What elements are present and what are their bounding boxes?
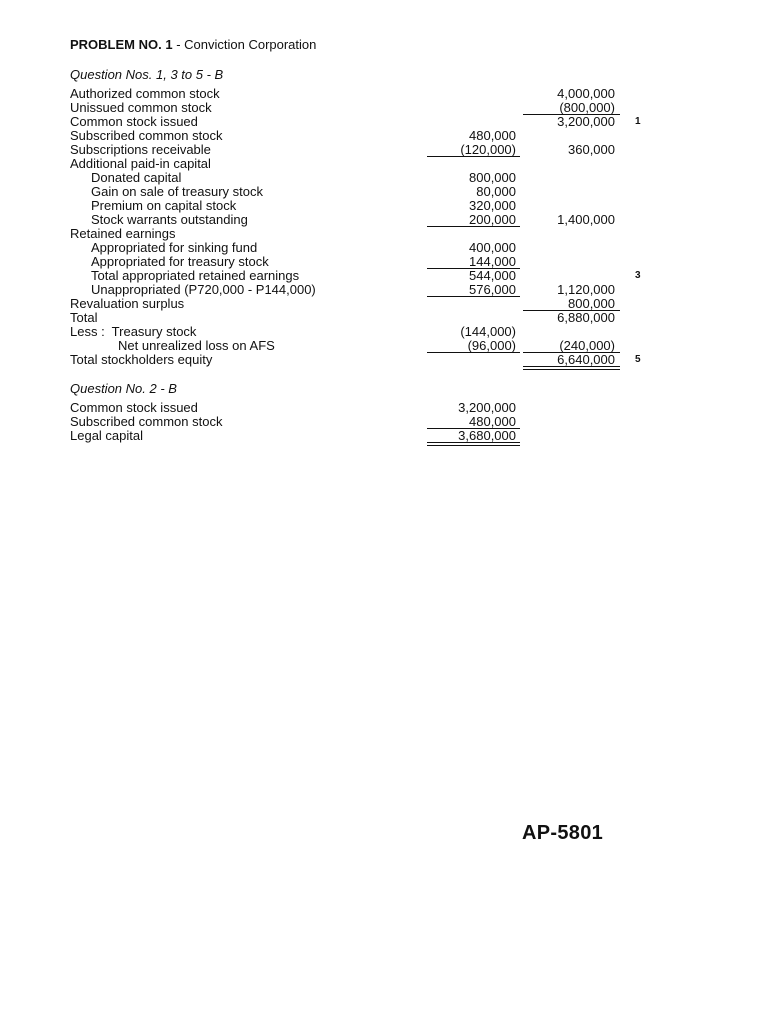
row-label: Subscribed common stock — [70, 414, 223, 429]
underline-rule — [427, 296, 520, 297]
row-label: Common stock issued — [70, 400, 198, 415]
table-row — [0, 143, 768, 157]
table-row — [0, 429, 768, 443]
row-label: Appropriated for treasury stock — [91, 254, 269, 269]
table-row — [0, 401, 768, 415]
row-label: Total — [70, 310, 98, 325]
table-row — [0, 213, 768, 227]
col2-value: 800,000 — [568, 296, 615, 311]
row-label: Less : Treasury stock — [70, 324, 197, 339]
row-label: Revaluation surplus — [70, 296, 185, 311]
underline-rule — [523, 352, 620, 353]
col1-value: (144,000) — [460, 324, 516, 339]
row-label: Subscribed common stock — [70, 128, 223, 143]
row-label: Total stockholders equity — [70, 352, 213, 367]
underline-rule — [523, 310, 620, 311]
table-row — [0, 101, 768, 115]
row-label: Legal capital — [70, 428, 143, 443]
col1-value: 200,000 — [469, 212, 516, 227]
problem-label: PROBLEM NO. 1 — [70, 37, 173, 52]
underline-rule — [427, 268, 520, 269]
table-row — [0, 415, 768, 429]
table-row — [0, 87, 768, 101]
answer-marker: 5 — [635, 354, 641, 365]
table-row — [0, 339, 768, 353]
table-row — [0, 157, 768, 171]
col1-value: 480,000 — [469, 128, 516, 143]
row-label: Authorized common stock — [70, 86, 220, 101]
col1-value: 3,680,000 — [458, 428, 516, 443]
col1-value: 3,200,000 — [458, 400, 516, 415]
col2-value: 1,120,000 — [557, 282, 615, 297]
col1-value: (96,000) — [467, 338, 516, 353]
double-underline-rule — [427, 442, 520, 446]
company-name: Conviction Corporation — [184, 37, 317, 52]
col1-value: 80,000 — [476, 184, 516, 199]
col2-value: 1,400,000 — [557, 212, 615, 227]
document-code: AP-5801 — [522, 822, 604, 844]
col2-value: 6,640,000 — [557, 352, 615, 367]
table-row — [0, 297, 768, 311]
underline-rule — [523, 114, 620, 115]
col1-value: 576,000 — [469, 282, 516, 297]
title-separator: - — [172, 37, 185, 52]
row-label: Additional paid-in capital — [70, 156, 211, 171]
row-label: Unappropriated (P720,000 - P144,000) — [91, 282, 316, 297]
col1-value: 480,000 — [469, 414, 516, 429]
col2-value: (800,000) — [559, 100, 615, 115]
row-label: Stock warrants outstanding — [91, 212, 248, 227]
row-label: Common stock issued — [70, 114, 198, 129]
table-row — [0, 199, 768, 213]
answer-marker: 1 — [635, 116, 641, 127]
double-underline-rule — [523, 366, 620, 370]
section1-heading: Question Nos. 1, 3 to 5 - B — [70, 67, 224, 82]
col2-value: 3,200,000 — [557, 114, 615, 129]
table-row — [0, 185, 768, 199]
row-label: Net unrealized loss on AFS — [118, 338, 275, 353]
row-label: Gain on sale of treasury stock — [91, 184, 263, 199]
table-row — [0, 241, 768, 255]
col1-value: 544,000 — [469, 268, 516, 283]
problem-title — [70, 38, 316, 52]
col1-value: 320,000 — [469, 198, 516, 213]
col2-value: 4,000,000 — [557, 86, 615, 101]
table-row — [0, 311, 768, 325]
col2-value: 360,000 — [568, 142, 615, 157]
row-label: Donated capital — [91, 170, 182, 185]
underline-rule — [427, 226, 520, 227]
table-row — [0, 283, 768, 297]
table-row — [0, 269, 768, 283]
row-label: Total appropriated retained earnings — [91, 268, 300, 283]
row-label: Retained earnings — [70, 226, 176, 241]
section2-heading: Question No. 2 - B — [70, 381, 177, 396]
table-row — [0, 115, 768, 129]
underline-rule — [427, 156, 520, 157]
col1-value: 400,000 — [469, 240, 516, 255]
col1-value: 800,000 — [469, 170, 516, 185]
table-row — [0, 325, 768, 339]
row-label: Appropriated for sinking fund — [91, 240, 258, 255]
table-row — [0, 353, 768, 367]
answer-marker: 3 — [635, 270, 641, 281]
table-row — [0, 255, 768, 269]
table-row — [0, 227, 768, 241]
table-row — [0, 171, 768, 185]
col2-value: (240,000) — [559, 338, 615, 353]
row-label: Unissued common stock — [70, 100, 212, 115]
col1-value: 144,000 — [469, 254, 516, 269]
row-label: Premium on capital stock — [91, 198, 237, 213]
col2-value: 6,880,000 — [557, 310, 615, 325]
row-label: Subscriptions receivable — [70, 142, 211, 157]
underline-rule — [427, 428, 520, 429]
col1-value: (120,000) — [460, 142, 516, 157]
underline-rule — [427, 352, 520, 353]
table-row — [0, 129, 768, 143]
